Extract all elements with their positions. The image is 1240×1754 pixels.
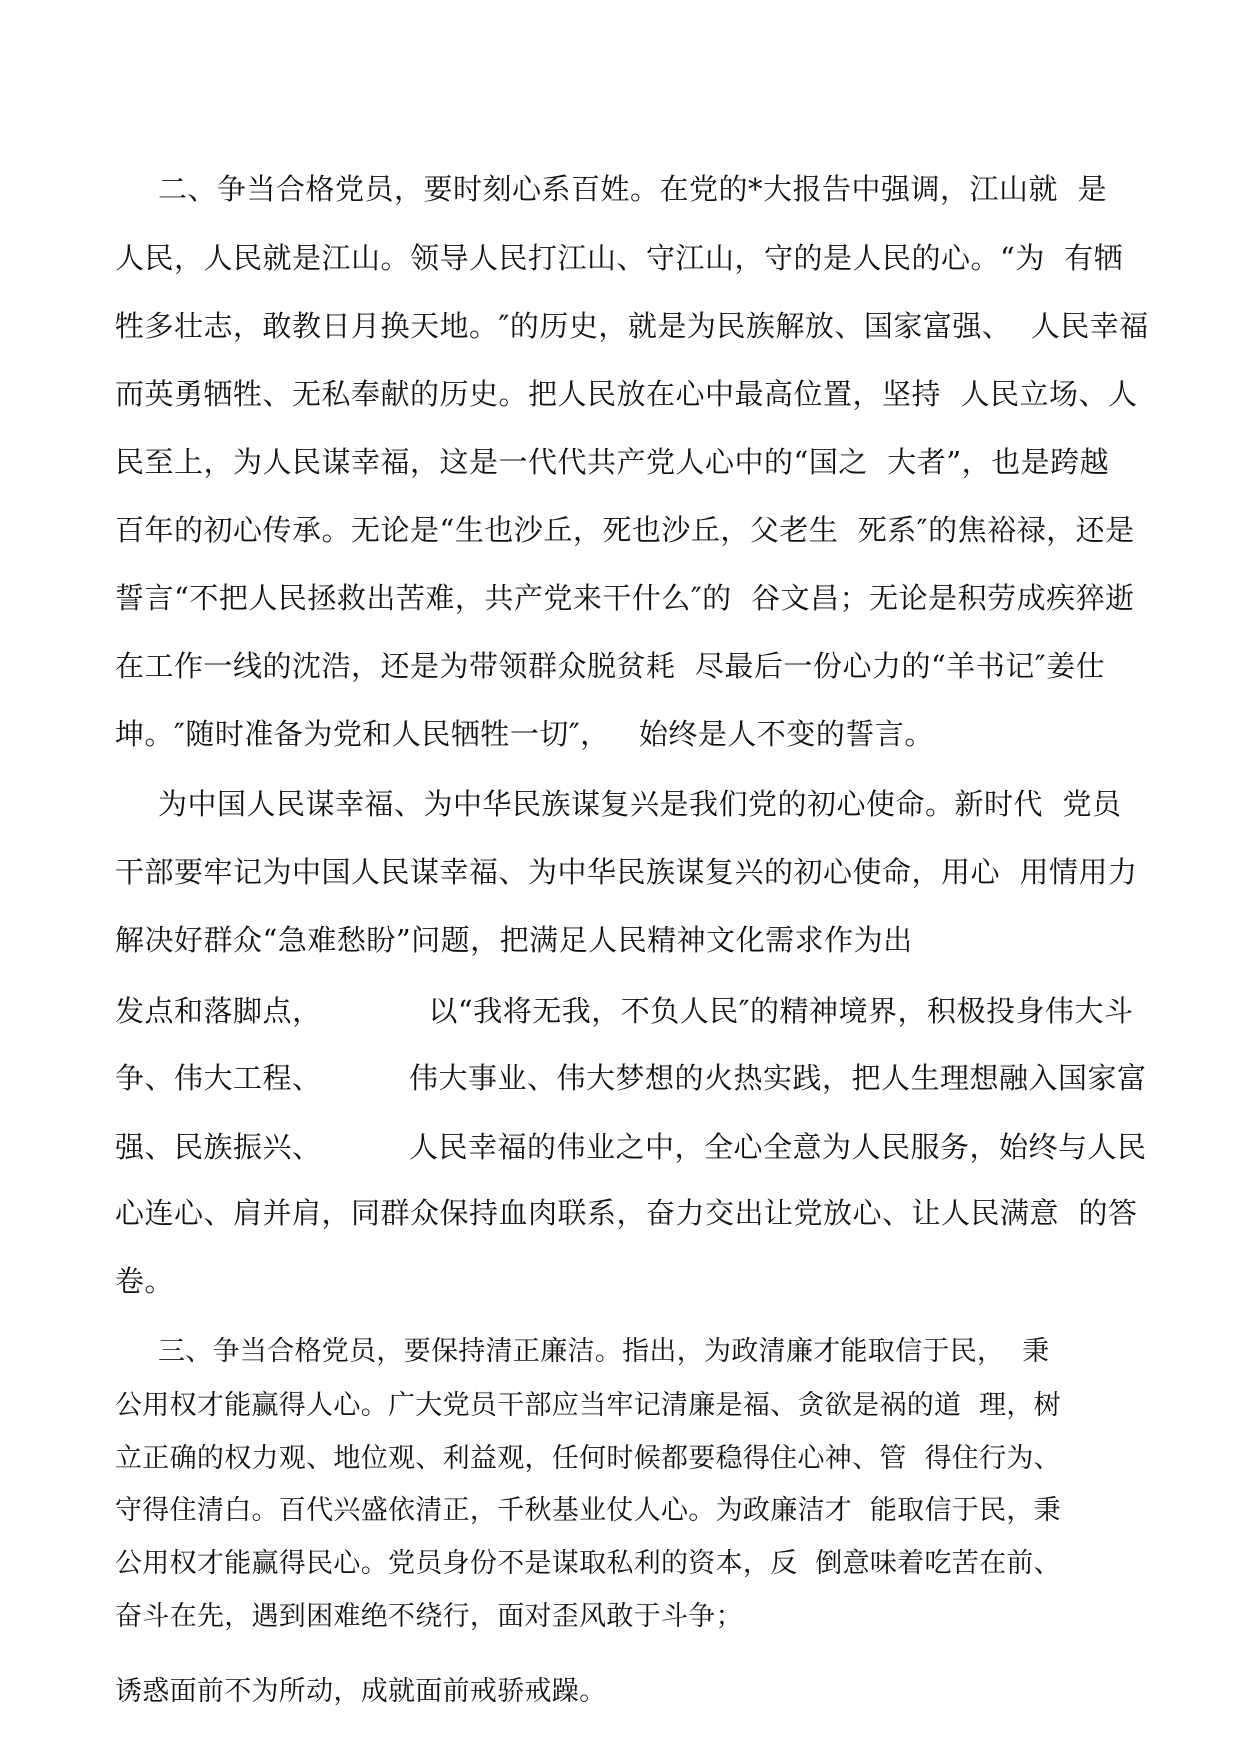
paragraph-line: 在工作一线的沈浩，还是为带领群众脱贫耗 尽最后一份心力的“羊书记″姜仕 bbox=[115, 649, 1106, 683]
paragraph-line: 为中国人民谋幸福、为中华民族谋复兴是我们党的初心使命。新时代 党员 bbox=[158, 787, 1122, 821]
paragraph-line: 人民，人民就是江山。领导人民打江山、守江山，守的是人民的心。“为 有牺 bbox=[115, 241, 1124, 275]
paragraph-line: 公用权才能赢得民心。党员身份不是谋取私利的资本，反 倒意味着吃苦在前、 bbox=[115, 1548, 1061, 1579]
paragraph-line: 奋斗在先，遇到困难绝不绕行，面对歪风敢于斗争； bbox=[115, 1601, 743, 1632]
paragraph-line: 三、争当合格党员，要保持清正廉洁。指出，为政清廉才能取信于民， 秉 bbox=[158, 1336, 1050, 1367]
paragraph-line: 公用权才能赢得人心。广大党员干部应当牢记清廉是福、贪欲是祸的道 理，树 bbox=[115, 1390, 1061, 1421]
paragraph-line: 争、伟大工程、 伟大事业、伟大梦想的火热实践，把人生理想融入国家富 bbox=[115, 1061, 1147, 1095]
paragraph-line: 而英勇牺牲、无私奉献的历史。把人民放在心中最高位置，坚持 人民立场、人 bbox=[115, 377, 1138, 411]
paragraph-line: 心连心、肩并肩，同群众保持血肉联系，奋力交出让党放心、让人民满意 的答 bbox=[115, 1196, 1138, 1230]
paragraph-line: 发点和落脚点， 以“我将无我，不负人民″的精神境界，积极投身伟大斗 bbox=[115, 994, 1134, 1028]
paragraph-line: 诱惑面前不为所动，成就面前戒骄戒躁。 bbox=[115, 1676, 607, 1707]
paragraph-line: 牲多壮志，敢教日月换天地。″的历史，就是为民族解放、国家富强、 人民幸福 bbox=[115, 309, 1149, 343]
paragraph-line: 民至上，为人民谋幸福，这是一代代共产党人心中的“国之 大者”，也是跨越 bbox=[115, 445, 1110, 479]
paragraph-line: 百年的初心传承。无论是“生也沙丘，死也沙丘，父老生 死系″的焦裕禄，还是 bbox=[115, 513, 1135, 547]
paragraph-line: 立正确的权力观、地位观、利益观，任何时候都要稳得住心神、管 得住行为、 bbox=[115, 1443, 1061, 1474]
paragraph-line: 二、争当合格党员，要时刻心系百姓。在党的*大报告中强调，江山就 是 bbox=[158, 172, 1107, 206]
paragraph-line: 解决好群众“急难愁盼”问题，把满足人民精神文化需求作为出 bbox=[115, 923, 913, 957]
paragraph-line: 强、民族振兴、 人民幸福的伟业之中，全心全意为人民服务，始终与人民 bbox=[115, 1130, 1147, 1164]
paragraph-line: 坤。″随时准备为党和人民牺牲一切″， 始终是人不变的誓言。 bbox=[115, 717, 934, 751]
paragraph-line: 干部要牢记为中国人民谋幸福、为中华民族谋复兴的初心使命，用心 用情用力 bbox=[115, 855, 1138, 889]
paragraph-line: 卷。 bbox=[115, 1264, 175, 1298]
paragraph-line: 守得住清白。百代兴盛依清正，千秋基业仗人心。为政廉洁才 能取信于民，秉 bbox=[115, 1495, 1061, 1526]
paragraph-line: 誓言“不把人民拯救出苦难，共产党来干什么″的 谷文昌；无论是积劳成疾猝逝 bbox=[115, 581, 1135, 615]
